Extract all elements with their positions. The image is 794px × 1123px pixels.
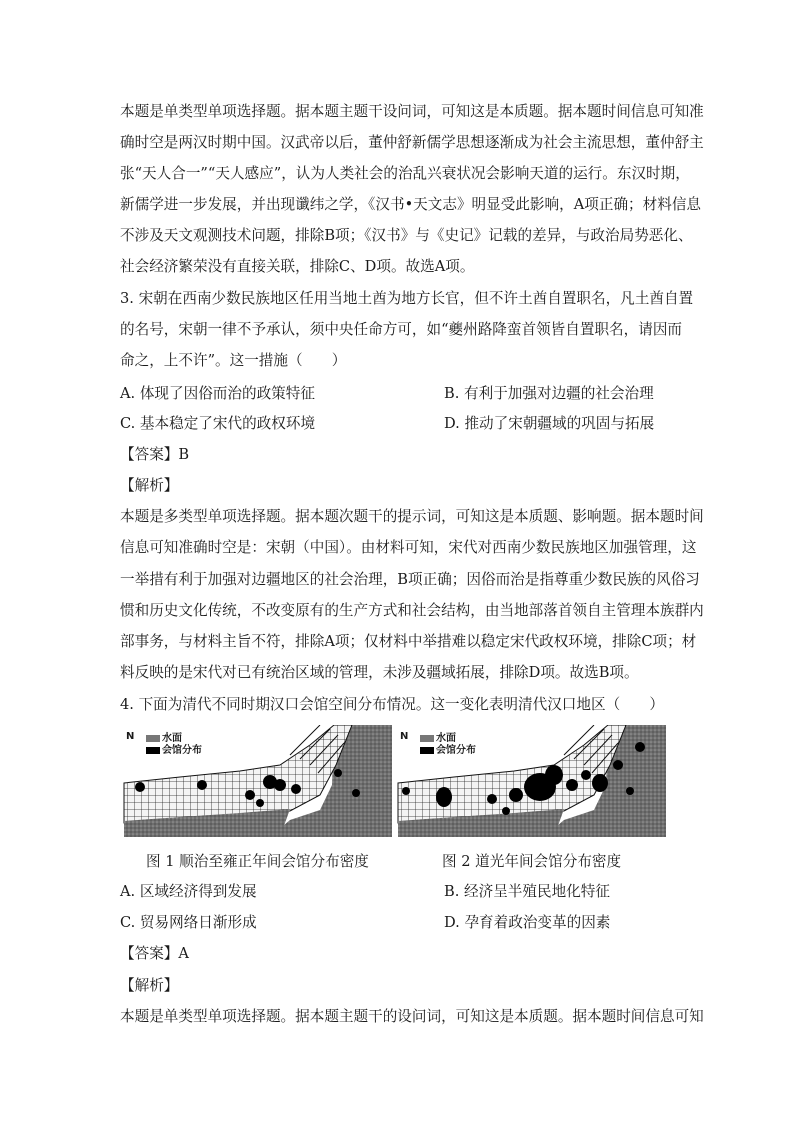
q4-answer: 【答案】A [120, 945, 189, 962]
q4-analysis-line-1: 本题是单类型单项选择题。据本题主题干的设问词，可知这是本质题。据本题时间信息可知 [120, 1008, 704, 1025]
q3-analysis-line-2: 信息可知准确时空是：宋朝（中国）。由材料可知，宋代对西南少数民族地区加强管理，这 [120, 539, 697, 556]
intro-line-5: 不涉及天文观测技术问题，排除B项；《汉书》与《史记》记载的差异，与政治局势恶化、 [120, 227, 693, 244]
q4-option-c: C. 贸易网络日渐形成 [120, 914, 257, 931]
q4-option-d: D. 孕育着政治变革的因素 [444, 914, 611, 931]
intro-line-3: 张“天人合一”“天人感应”，认为人类社会的治乱兴衰状况会影响天道的运行。东汉时期， [120, 165, 690, 182]
figure-2-north-arrow: N [400, 731, 409, 742]
q4-option-b: B. 经济呈半殖民地化特征 [444, 883, 610, 900]
q3-analysis-label: 【解析】 [120, 477, 179, 494]
q3-option-b: B. 有利于加强对边疆的社会治理 [444, 385, 654, 402]
figure-2-legend-hall: 会馆分布 [420, 745, 476, 757]
q3-option-a: A. 体现了因俗而治的政策特征 [120, 385, 315, 402]
q3-analysis-line-3: 一举措有利于加强对边疆地区的社会治理，B项正确；因俗而治是指尊重少数民族的风俗习 [120, 571, 700, 588]
figure-1-legend-hall: 会馆分布 [146, 745, 202, 757]
intro-line-2: 确时空是两汉时期中国。汉武帝以后，董仲舒新儒学思想逐渐成为社会主流思想，董仲舒主 [120, 134, 704, 151]
figure-2-caption: 图 2 道光年间会馆分布密度 [442, 853, 622, 870]
q3-answer: 【答案】B [120, 446, 190, 463]
q3-option-d: D. 推动了宋朝疆域的巩固与拓展 [444, 415, 655, 432]
intro-line-6: 社会经济繁荣没有直接关联，排除C、D项。故选A项。 [120, 258, 475, 275]
q3-analysis-line-6: 料反映的是宋代对已有统治区域的管理，未涉及疆域拓展，排除D项。故选B项。 [120, 664, 639, 681]
figure-1-caption: 图 1 顺治至雍正年间会馆分布密度 [146, 853, 369, 870]
figure-1-legend [146, 733, 202, 757]
q3-analysis-line-5: 部事务，与材料主旨不符，排除A项；仅材料中举措难以稳定宋代政权环境，排除C项；材 [120, 633, 697, 650]
intro-line-4: 新儒学进一步发展，并出现谶纬之学，《汉书•天文志》明显受此影响，A项正确；材料信息 [120, 196, 702, 213]
q4-option-a: A. 区域经济得到发展 [120, 883, 257, 900]
figure-1-legend-water: 水面 [146, 733, 202, 745]
q3-stem-line-1: 3. 宋朝在西南少数民族地区任用当地土酋为地方长官，但不许土酋自置职名，凡土酋自置 [120, 290, 694, 307]
figure-1-north-arrow: N [126, 731, 135, 742]
figure-2-legend-water: 水面 [420, 733, 476, 745]
q4-analysis-label: 【解析】 [120, 977, 179, 994]
q4-stem: 4. 下面为清代不同时期汉口会馆空间分布情况。这一变化表明清代汉口地区（ ） [120, 696, 664, 713]
figure-2-map [394, 725, 666, 837]
q3-stem-line-2: 的名号，宋朝一律不予承认，须中央任命方可，如“夔州路降蛮首领皆自置职名，请因而 [120, 321, 683, 338]
q3-analysis-line-4: 惯和历史文化传统，不改变原有的生产方式和社会结构，由当地部落首领自主管理本族群内 [120, 602, 704, 619]
q3-stem-line-3: 命之，上不许”。这一措施（ ） [120, 352, 347, 369]
intro-line-1: 本题是单类型单项选择题。据本题主题干设问词，可知这是本质题。据本题时间信息可知准 [120, 103, 704, 120]
q3-analysis-line-1: 本题是多类型单项选择题。据本题次题干的提示词，可知这是本质题、影响题。据本题时间 [120, 508, 704, 525]
figure-2-legend [420, 733, 476, 757]
figure-1-map [120, 725, 392, 837]
q3-option-c: C. 基本稳定了宋代的政权环境 [120, 415, 316, 432]
